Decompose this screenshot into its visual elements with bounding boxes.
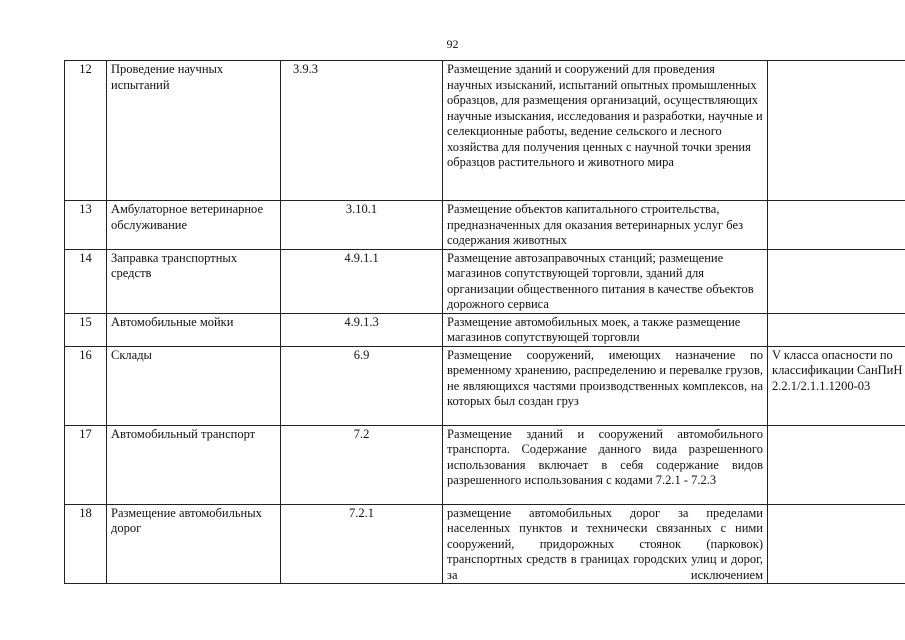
use-name: Автомобильные мойки — [107, 313, 281, 346]
row-number: 15 — [65, 313, 107, 346]
use-code: 4.9.1.3 — [281, 313, 443, 346]
row-number: 12 — [65, 61, 107, 201]
use-name: Склады — [107, 346, 281, 425]
use-note — [768, 425, 905, 504]
use-code: 4.9.1.1 — [281, 249, 443, 313]
use-description: Размещение объектов капитального строительства, предназначенных для оказания ветеринарных услуг без содержания животных — [443, 201, 768, 250]
use-note — [768, 249, 905, 313]
table-row — [65, 313, 905, 346]
table-row — [65, 61, 905, 201]
use-note — [768, 313, 905, 346]
row-number: 17 — [65, 425, 107, 504]
use-code: 3.9.3 — [281, 61, 443, 201]
use-code: 6.9 — [281, 346, 443, 425]
use-note — [768, 504, 905, 584]
use-name: Амбулаторное ветеринарное обслуживание — [107, 201, 281, 250]
row-number: 16 — [65, 346, 107, 425]
use-note — [768, 61, 905, 201]
table-row — [65, 346, 905, 425]
use-name: Заправка транспортных средств — [107, 249, 281, 313]
table-row — [65, 249, 905, 313]
use-note — [768, 201, 905, 250]
table-row — [65, 425, 905, 504]
page-number: 92 — [446, 37, 459, 51]
use-description: Размещение сооружений, имеющих назначение по временному хранению, распределению и перевалке грузов, не являющихся частями производственных комплексов, на которых был создан груз — [443, 346, 768, 425]
use-description: Размещение зданий и сооружений автомобильного транспорта. Содержание данного вида разрешенного использования включает в себя содержание видов разрешенного использования с кодами 7.2.1 - 7.2.3 — [443, 425, 768, 504]
use-code: 7.2 — [281, 425, 443, 504]
table-row — [65, 201, 905, 250]
use-note: V класса опасности по классификации СанПиН 2.2.1/2.1.1.1200-03 — [768, 346, 905, 425]
table-row — [65, 504, 905, 584]
use-description: Размещение автомобильных моек, а также размещение магазинов сопутствующей торговли — [443, 313, 768, 346]
row-number: 14 — [65, 249, 107, 313]
use-description: Размещение автозаправочных станций; размещение магазинов сопутствующей торговли, зданий для организации общественного питания в качестве объектов дорожного сервиса — [443, 249, 768, 313]
use-code: 7.2.1 — [281, 504, 443, 584]
use-code: 3.10.1 — [281, 201, 443, 250]
use-name: Проведение научных испытаний — [107, 61, 281, 201]
land-use-table — [64, 60, 905, 584]
use-name: Размещение автомобильных дорог — [107, 504, 281, 584]
row-number: 13 — [65, 201, 107, 250]
row-number: 18 — [65, 504, 107, 584]
use-name: Автомобильный транспорт — [107, 425, 281, 504]
use-description: размещение автомобильных дорог за пределами населенных пунктов и технически связанных с ними сооружений, придорожных стоянок (парковок) транспортных средств в границах городских улиц и дорог, за исключением — [443, 504, 768, 584]
use-description: Размещение зданий и сооружений для проведения научных изысканий, испытаний опытных промышленных образцов, для размещения организаций, осуществляющих научные изыскания, исследования и разработки, научные и селекционные работы, ведение сельского и лесного хозяйства для получения ценных с научной точки зрения образцов растительного и животного мира — [443, 61, 768, 201]
